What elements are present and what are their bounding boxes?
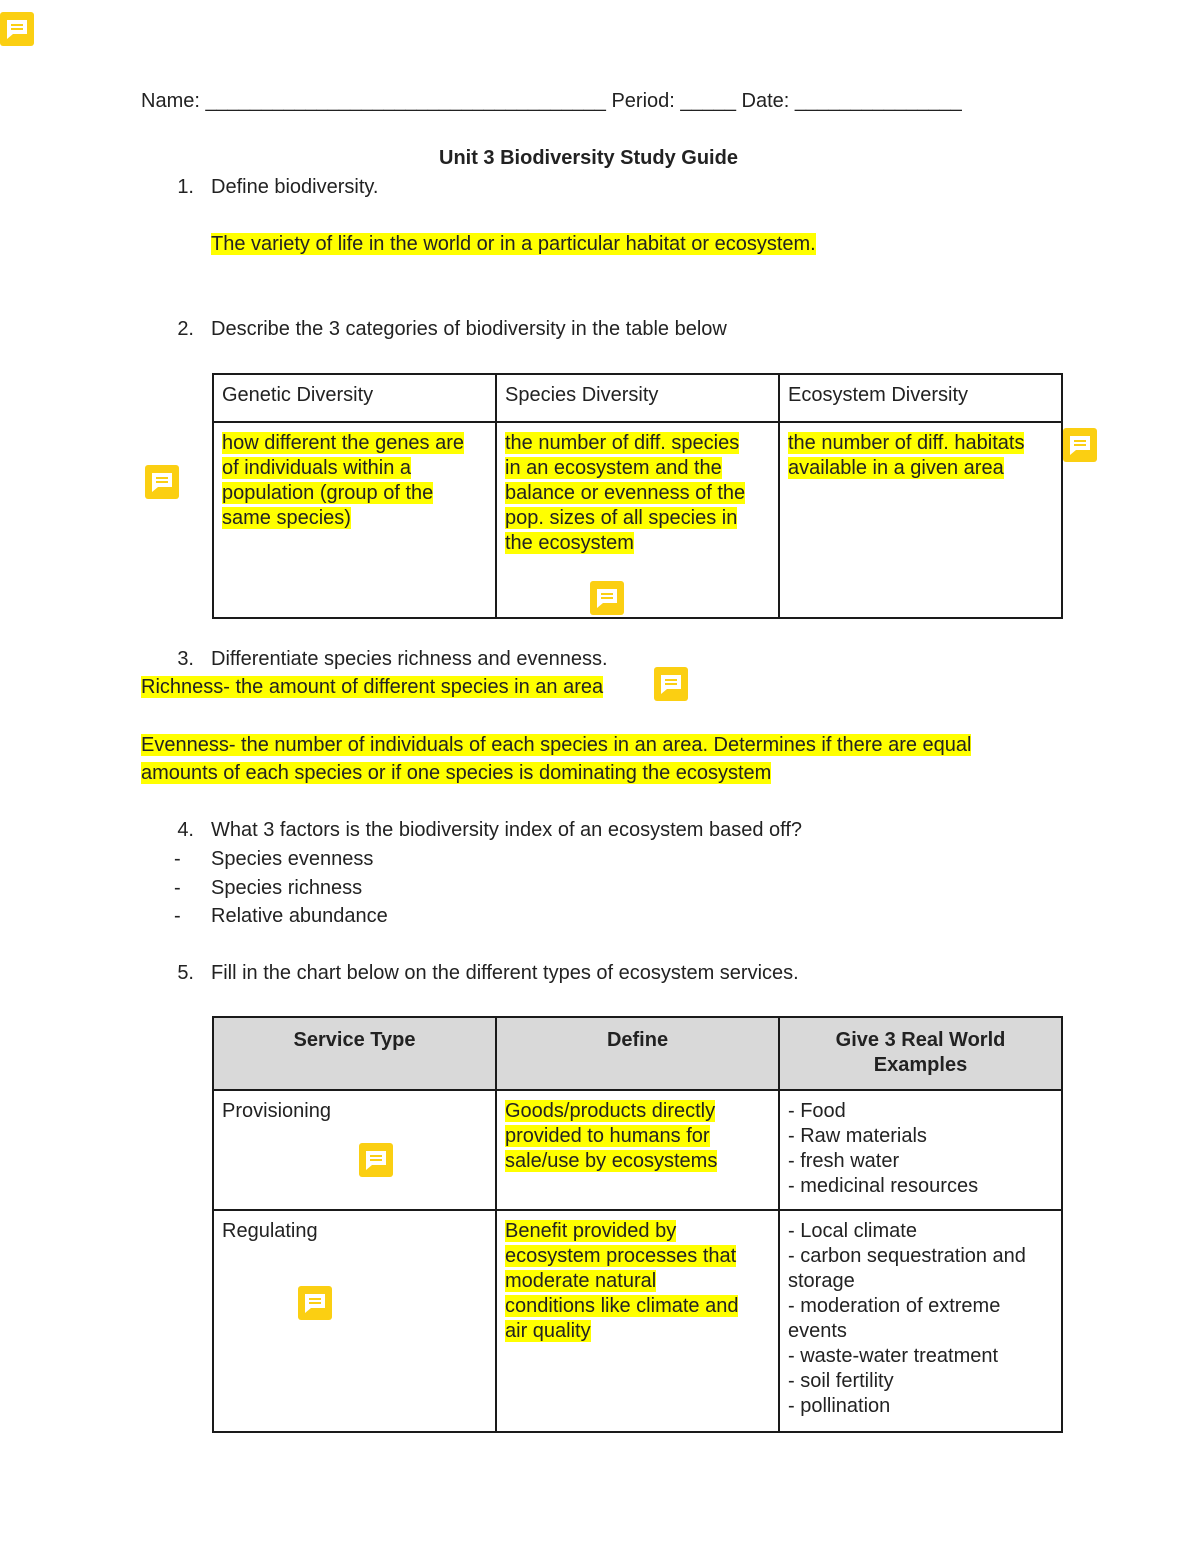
answer-line: how different the genes are: [222, 432, 465, 454]
answer-line: the number of diff. species: [505, 432, 740, 454]
comment-icon[interactable]: [654, 667, 688, 701]
example-line: - moderation of extreme: [788, 1295, 1001, 1317]
example-line: - fresh water: [788, 1150, 900, 1172]
example-line: - Raw materials: [788, 1125, 927, 1147]
q1-answer: [211, 233, 816, 256]
comment-icon[interactable]: [0, 12, 34, 46]
define-line: moderate natural: [505, 1270, 657, 1292]
list-bullet: -: [174, 905, 181, 927]
regulating-type: Regulating: [213, 1210, 496, 1432]
q2-number: 2.: [177, 318, 194, 340]
q3-question: Differentiate species richness and evenness.: [211, 648, 608, 670]
define-line: sale/use by ecosystems: [505, 1150, 718, 1172]
answer-line: of individuals within a: [222, 457, 411, 479]
q4-number: 4.: [177, 819, 194, 841]
answer-line: population (group of the: [222, 482, 434, 504]
regulating-examples[interactable]: [779, 1210, 1062, 1432]
example-line: - pollination: [788, 1395, 891, 1417]
define-line: provided to humans for: [505, 1125, 710, 1147]
example-line: - Local climate: [788, 1220, 917, 1242]
q3-evenness-line2: [141, 762, 771, 785]
example-line: - Food: [788, 1100, 846, 1122]
answer-line: the ecosystem: [505, 532, 634, 554]
q5-question: Fill in the chart below on the different types of ecosystem services.: [211, 962, 799, 984]
genetic-diversity-answer[interactable]: [213, 422, 496, 618]
richness-text: Richness- the amount of different species in an area: [141, 676, 604, 698]
answer-line: in an ecosystem and the: [505, 457, 722, 479]
define-line: ecosystem processes that: [505, 1245, 737, 1267]
answer-line: pop. sizes of all species in: [505, 507, 738, 529]
define-line: Goods/products directly: [505, 1100, 716, 1122]
answer-line: available in a given area: [788, 457, 1004, 479]
q1-question: Define biodiversity.: [211, 176, 379, 198]
evenness-text: amounts of each species or if one species is dominating the ecosystem: [141, 762, 772, 784]
species-diversity-header: Species Diversity: [496, 374, 779, 422]
list-item: Species evenness: [211, 848, 374, 870]
list-item: Relative abundance: [211, 905, 388, 927]
example-line: storage: [788, 1270, 855, 1292]
genetic-diversity-header: Genetic Diversity: [213, 374, 496, 422]
example-line: - waste-water treatment: [788, 1345, 999, 1367]
q5-number: 5.: [177, 962, 194, 984]
comment-icon[interactable]: [298, 1286, 332, 1320]
ecosystem-services-table: [212, 1016, 1063, 1433]
provisioning-define[interactable]: [496, 1090, 779, 1210]
example-line: - carbon sequestration and: [788, 1245, 1026, 1267]
page-title: Unit 3 Biodiversity Study Guide: [439, 147, 738, 169]
evenness-text: Evenness- the number of individuals of each species in an area. Determines if there are equal: [141, 734, 972, 756]
q3-evenness-line1: [141, 734, 971, 757]
comment-icon[interactable]: [359, 1143, 393, 1177]
q1-answer-text: The variety of life in the world or in a particular habitat or ecosystem.: [211, 233, 816, 255]
define-line: conditions like climate and: [505, 1295, 739, 1317]
define-header: Define: [496, 1017, 779, 1090]
species-diversity-answer[interactable]: [496, 422, 779, 618]
comment-icon[interactable]: [590, 581, 624, 615]
provisioning-examples[interactable]: [779, 1090, 1062, 1210]
comment-icon[interactable]: [145, 465, 179, 499]
name-period-date-line: Name: ____________________________________ Period: _____ Date: _______________: [141, 90, 962, 112]
q1-number: 1.: [177, 176, 194, 198]
list-bullet: -: [174, 848, 181, 870]
regulating-define[interactable]: [496, 1210, 779, 1432]
comment-icon[interactable]: [1063, 428, 1097, 462]
answer-line: the number of diff. habitats: [788, 432, 1025, 454]
q2-question: Describe the 3 categories of biodiversity in the table below: [211, 318, 727, 340]
list-bullet: -: [174, 877, 181, 899]
ecosystem-diversity-answer[interactable]: [779, 422, 1062, 618]
q3-richness: [141, 676, 603, 699]
define-line: Benefit provided by: [505, 1220, 677, 1242]
examples-header: Give 3 Real World Examples: [779, 1017, 1062, 1090]
example-line: events: [788, 1320, 847, 1342]
provisioning-type: Provisioning: [213, 1090, 496, 1210]
list-item: Species richness: [211, 877, 363, 899]
q4-question: What 3 factors is the biodiversity index of an ecosystem based off?: [211, 819, 803, 841]
service-type-header: Service Type: [213, 1017, 496, 1090]
example-line: - medicinal resources: [788, 1175, 979, 1197]
ecosystem-diversity-header: Ecosystem Diversity: [779, 374, 1062, 422]
define-line: air quality: [505, 1320, 591, 1342]
example-line: - soil fertility: [788, 1370, 894, 1392]
q3-number: 3.: [177, 648, 194, 670]
biodiversity-categories-table: [212, 373, 1063, 619]
answer-line: balance or evenness of the: [505, 482, 746, 504]
answer-line: same species): [222, 507, 351, 529]
